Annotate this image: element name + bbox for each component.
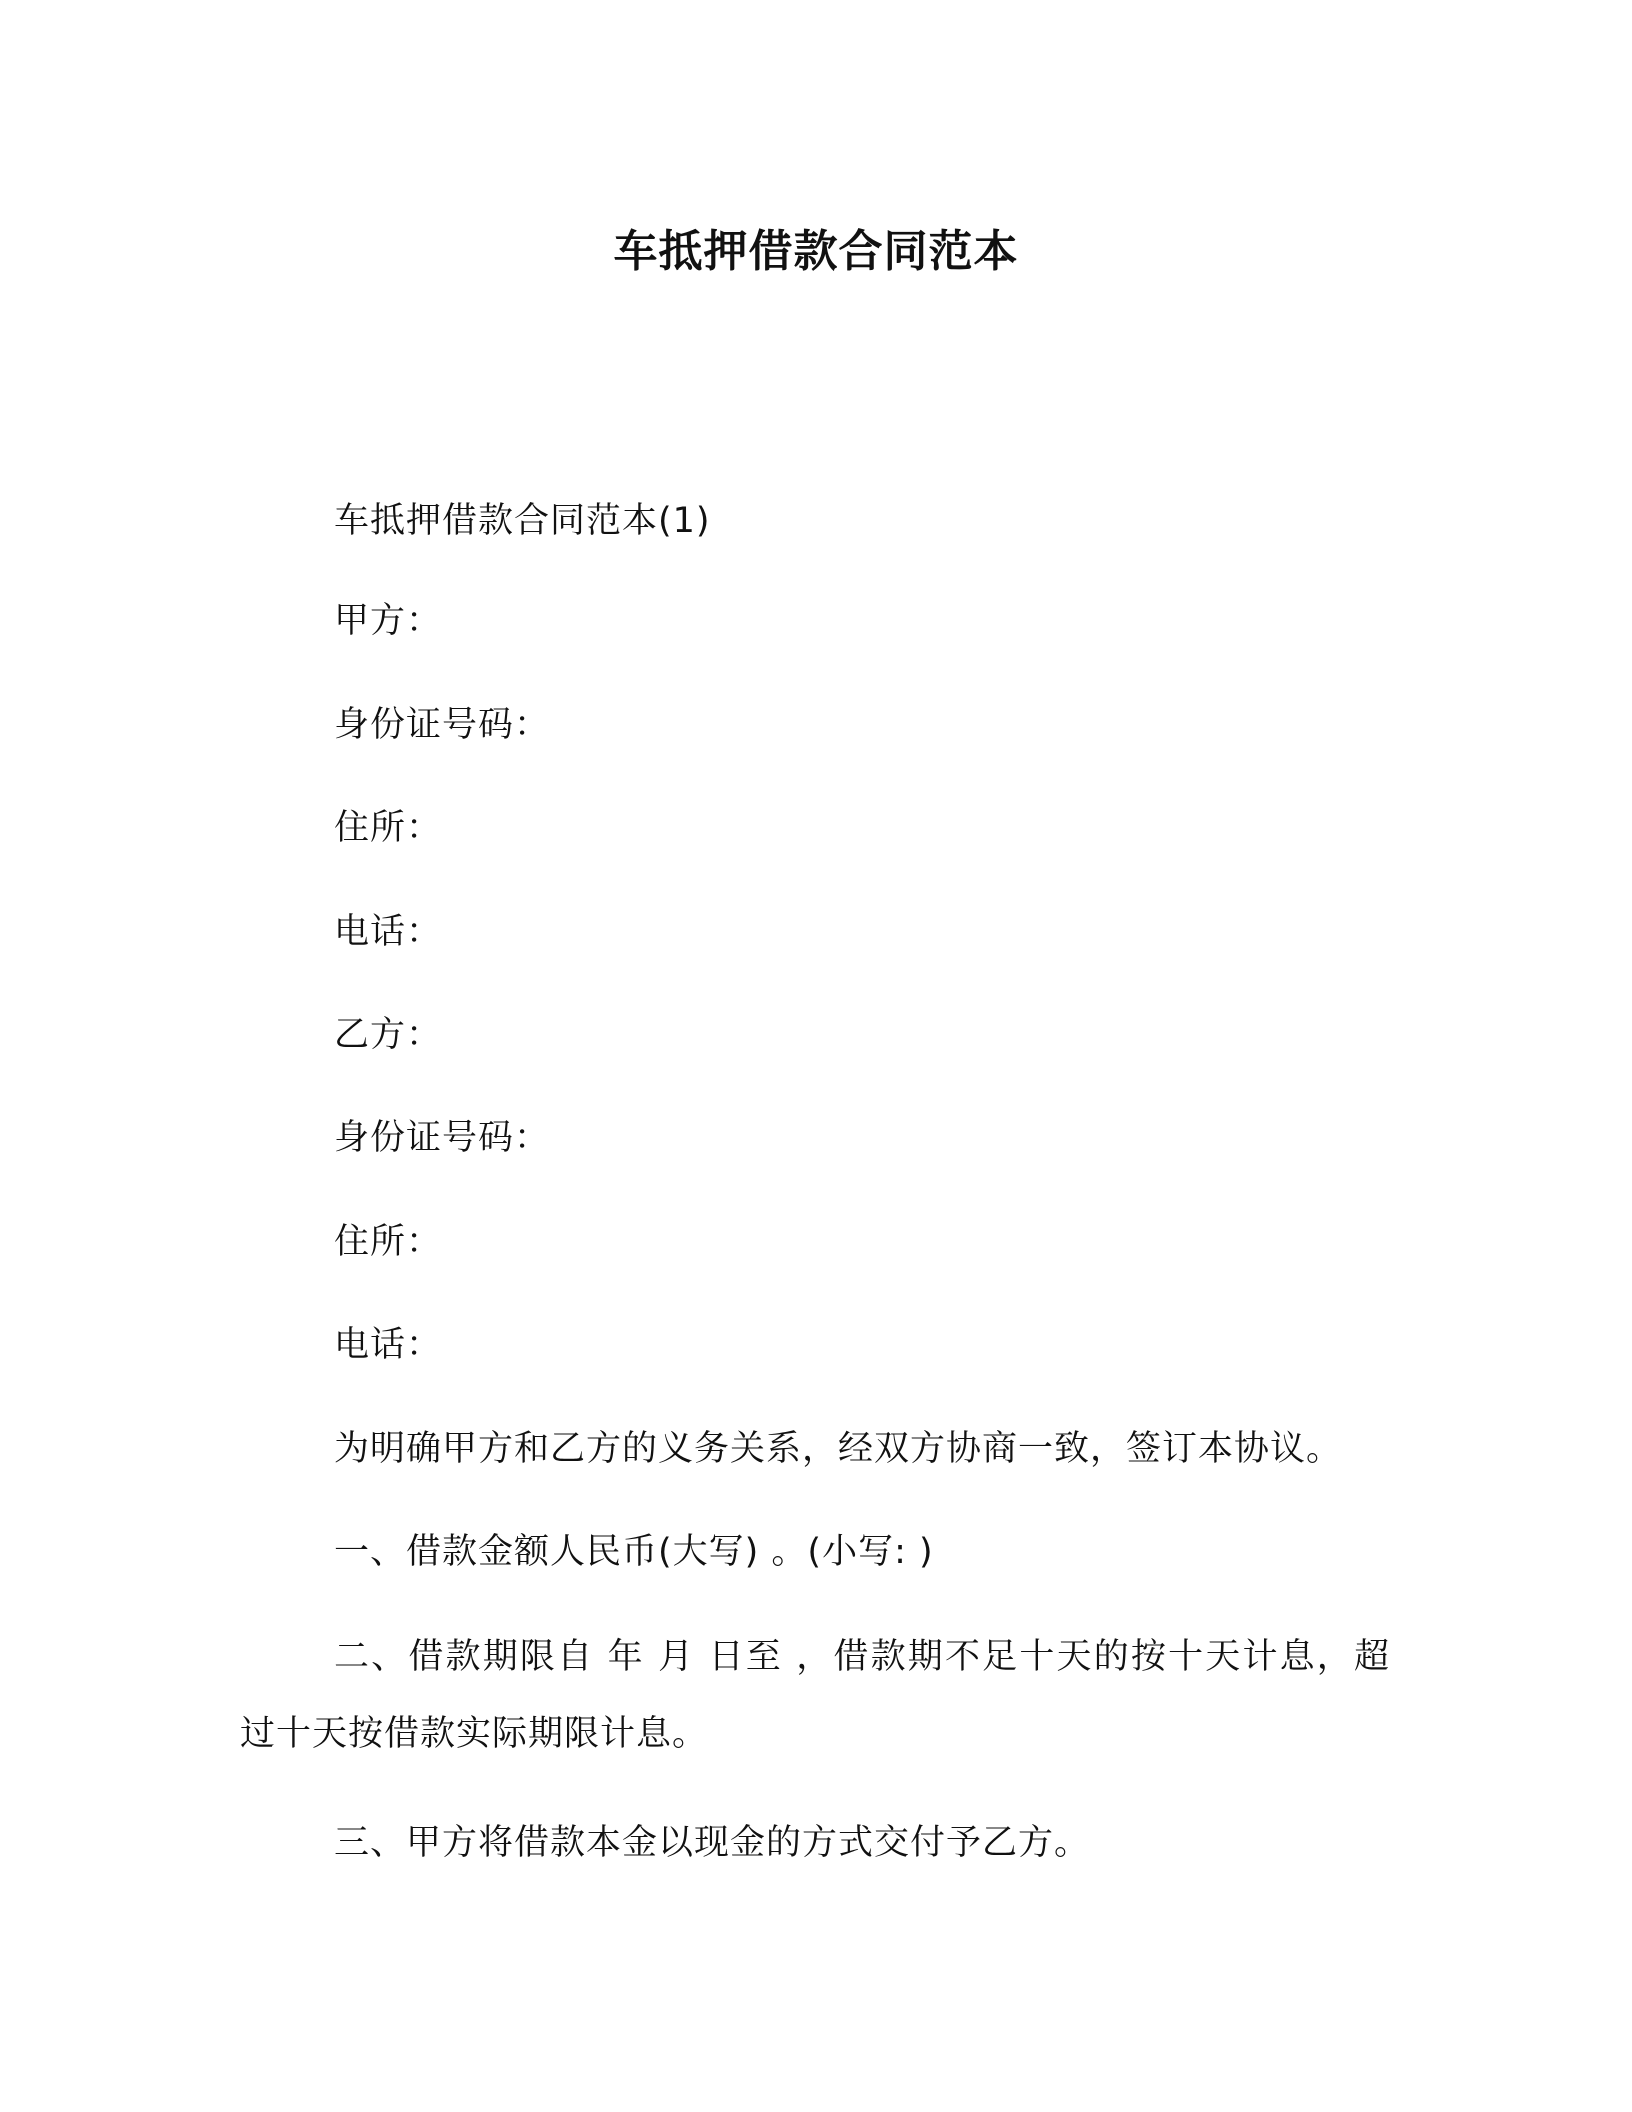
party-a-address-label: 住所： [334,808,443,848]
clause-1: 一、借款金额人民币(大写) 。(小写: ) [334,1532,934,1572]
party-b-address-label: 住所： [334,1222,443,1262]
party-b-label: 乙方： [334,1015,443,1055]
party-b-phone-label: 电话： [334,1325,443,1365]
clause-3: 三、甲方将借款本金以现金的方式交付予乙方。 [334,1823,1091,1863]
contract-subtitle: 车抵押借款合同范本(1) [334,501,711,541]
party-a-phone-label: 电话： [334,912,443,952]
party-a-id-label: 身份证号码： [334,705,551,745]
party-a-label: 甲方： [334,601,443,641]
party-b-id-label: 身份证号码： [334,1118,551,1158]
document-title: 车抵押借款合同范本 [613,226,1019,277]
clause-2: 二、借款期限自 年 月 日至 ，借款期不足十天的按十天计息，超过十天按借款实际期限计息。 [240,1637,1390,1754]
preamble-text: 为明确甲方和乙方的义务关系，经双方协商一致，签订本协议。 [334,1429,1343,1469]
